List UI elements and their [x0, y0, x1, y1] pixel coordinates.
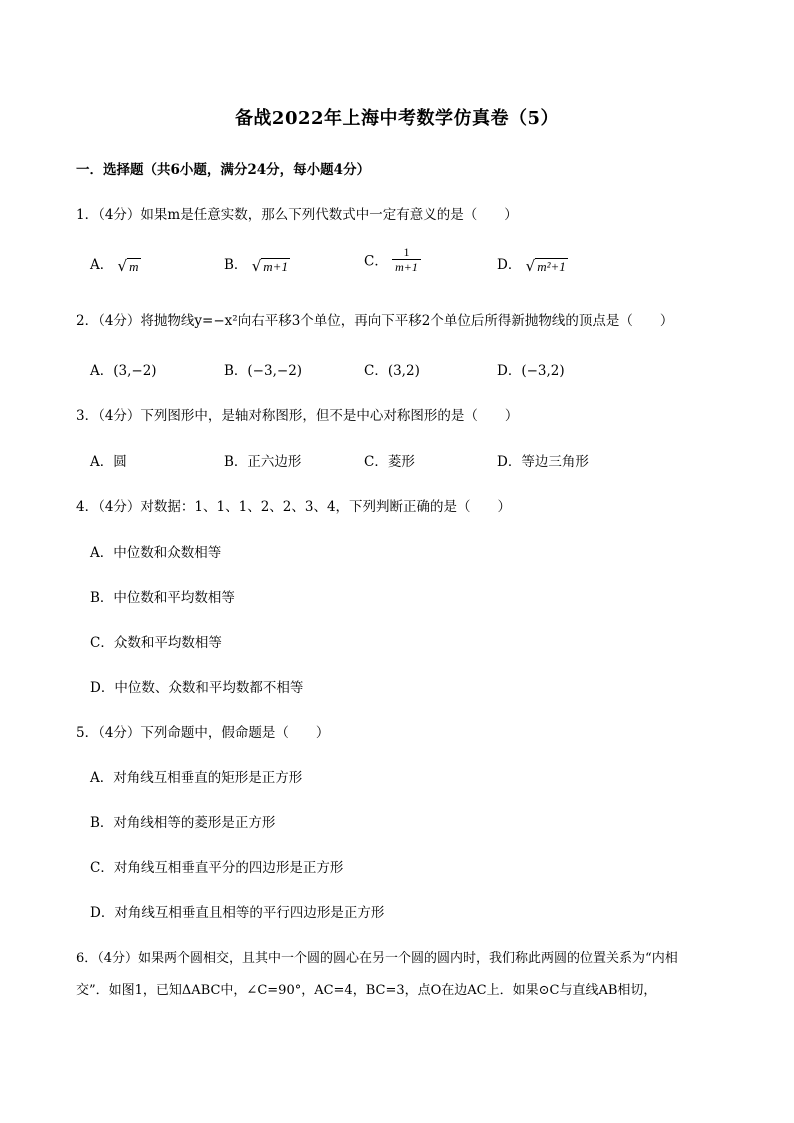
question-5-option-c[interactable]: C．对角线互相垂直平分的四边形是正方形: [90, 860, 344, 876]
option-label: A．: [90, 257, 114, 273]
fraction-expression: $\frac{1}{m+1}$: [392, 245, 421, 274]
question-3-option-c[interactable]: C．菱形: [364, 454, 415, 470]
question-2-option-a[interactable]: A．(3,−2): [90, 363, 157, 379]
question-4-option-a[interactable]: A．中位数和众数相等: [90, 545, 222, 561]
question-5-option-a[interactable]: A．对角线互相垂直的矩形是正方形: [90, 770, 303, 786]
question-4-option-b[interactable]: B．中位数和平均数相等: [90, 590, 235, 606]
question-2-option-c[interactable]: C．(3,2): [364, 363, 420, 379]
question-3-option-a[interactable]: A．圆: [90, 454, 127, 470]
question-3-stem: 3．（4分）下列图形中，是轴对称图形，但不是中心对称图形的是（ ）: [76, 408, 519, 424]
question-2-option-b[interactable]: B．(−3,−2): [224, 363, 303, 379]
sqrt-expression: √ m: [117, 256, 139, 275]
question-4-option-d[interactable]: D．中位数、众数和平均数都不相等: [90, 680, 304, 696]
sqrt-expression: √ m+1: [251, 256, 288, 275]
question-3-option-b[interactable]: B．正六边形: [224, 454, 302, 470]
option-label: D．: [497, 257, 522, 273]
section-heading: 一．选择题（共6小题，满分24分，每小题4分）: [76, 162, 371, 178]
question-1-option-a[interactable]: [90, 253, 141, 275]
question-6-stem-line-1: 6．（4分）如果两个圆相交，且其中一个圆的圆心在另一个圆的圆内时，我们称此两圆的位置关系为“内相: [76, 951, 678, 966]
question-2-stem: 2．（4分）将抛物线y=−x²向右平移3个单位，再向下平移2个单位后所得新抛物线的顶点是（ ）: [76, 313, 674, 329]
option-label: B．: [224, 257, 248, 273]
option-label: C．: [364, 253, 388, 270]
question-1-option-d[interactable]: [497, 253, 568, 275]
question-2-option-d[interactable]: D．(−3,2): [497, 363, 565, 379]
question-1-option-c[interactable]: [364, 245, 421, 274]
sqrt-expression: √ m²+1: [525, 256, 566, 275]
question-1-stem: 1．（4分）如果m是任意实数，那么下列代数式中一定有意义的是（ ）: [76, 207, 518, 223]
question-3-option-d[interactable]: D．等边三角形: [497, 454, 589, 470]
question-5-option-b[interactable]: B．对角线相等的菱形是正方形: [90, 815, 276, 831]
question-1-option-b[interactable]: [224, 253, 290, 275]
page-title: 备战2022年上海中考数学仿真卷（5）: [234, 108, 560, 129]
question-5-option-d[interactable]: D．对角线互相垂直且相等的平行四边形是正方形: [90, 905, 385, 921]
question-5-stem: 5．（4分）下列命题中，假命题是（ ）: [76, 725, 330, 741]
question-4-option-c[interactable]: C．众数和平均数相等: [90, 635, 222, 651]
question-4-stem: 4．（4分）对数据：1、1、1、2、2、3、4，下列判断正确的是（ ）: [76, 499, 512, 515]
question-6-stem-line-2: 交”．如图1，已知ΔABC中，∠C=90°，AC=4，BC=3，点O在边AC上．如果⊙C与直线AB相切，: [76, 983, 657, 998]
